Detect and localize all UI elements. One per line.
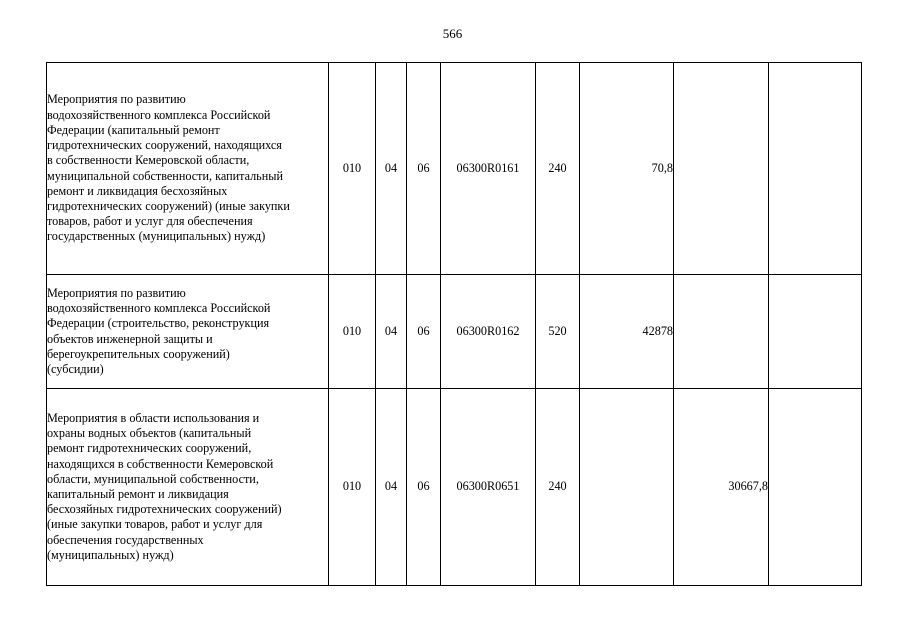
section-cell: 04 xyxy=(376,275,407,389)
name-line: государственных (муниципальных) нужд) xyxy=(47,229,266,244)
target-article-cell: 06300R0161 xyxy=(441,63,536,275)
name-line: гидротехнических сооружений) (иные закупки xyxy=(47,198,290,213)
ministry-code-cell: 010 xyxy=(329,63,376,275)
table-row xyxy=(47,275,862,389)
name-line: (муниципальных) нужд) xyxy=(47,547,174,562)
name-line: берегоукрепительных сооружений) xyxy=(47,346,230,361)
name-line: муниципальной собственности, капитальный xyxy=(47,168,283,183)
row-name-cell xyxy=(47,275,329,389)
name-line: Федерации (строительство, реконструкция xyxy=(47,316,270,331)
row-name-cell xyxy=(47,63,329,275)
name-line: водохозяйственного комплекса Российской xyxy=(47,301,271,316)
name-line: Федерации (капитальный ремонт xyxy=(47,122,220,137)
name-line: ремонт и ликвидация бесхозяйных xyxy=(47,183,228,198)
name-line: объектов инженерной защиты и xyxy=(47,331,213,346)
section-cell: 04 xyxy=(376,389,407,586)
row-name-cell xyxy=(47,389,329,586)
expense-type-cell: 240 xyxy=(536,389,580,586)
sum-cell-1 xyxy=(580,389,674,586)
name-line: бесхозяйных гидротехнических сооружений) xyxy=(47,502,282,517)
name-line: охраны водных объектов (капитальный xyxy=(47,426,252,441)
ministry-code-cell: 010 xyxy=(329,389,376,586)
target-article-cell: 06300R0651 xyxy=(441,389,536,586)
subsection-cell: 06 xyxy=(407,63,441,275)
target-article-cell: 06300R0162 xyxy=(441,275,536,389)
subsection-cell: 06 xyxy=(407,389,441,586)
sum-cell-3 xyxy=(769,389,862,586)
table-row xyxy=(47,63,862,275)
table-row xyxy=(47,389,862,586)
name-line: водохозяйственного комплекса Российской xyxy=(47,107,271,122)
expense-type-cell: 520 xyxy=(536,275,580,389)
sum-cell-3 xyxy=(769,275,862,389)
name-line: находящихся в собственности Кемеровской xyxy=(47,456,274,471)
name-line: гидротехнических сооружений, находящихся xyxy=(47,138,282,153)
sum-cell-2 xyxy=(674,63,769,275)
name-line: товаров, работ и услуг для обеспечения xyxy=(47,214,253,229)
sum-cell-1: 42878 xyxy=(580,275,674,389)
name-line: в собственности Кемеровской области, xyxy=(47,153,250,168)
sum-cell-2 xyxy=(674,275,769,389)
name-line: Мероприятия в области использования и xyxy=(47,410,260,425)
name-line: области, муниципальной собственности, xyxy=(47,471,259,486)
ministry-code-cell: 010 xyxy=(329,275,376,389)
page-number: 566 xyxy=(442,26,463,41)
budget-table xyxy=(46,62,862,586)
name-line: (субсидии) xyxy=(47,361,104,376)
name-line: ремонт гидротехнических сооружений, xyxy=(47,441,252,456)
name-line: (иные закупки товаров, работ и услуг для xyxy=(47,517,263,532)
subsection-cell: 06 xyxy=(407,275,441,389)
name-line: обеспечения государственных xyxy=(47,532,204,547)
expense-type-cell: 240 xyxy=(536,63,580,275)
sum-cell-1: 70,8 xyxy=(580,63,674,275)
sum-cell-2: 30667,8 xyxy=(674,389,769,586)
name-line: Мероприятия по развитию xyxy=(47,285,186,300)
name-line: капитальный ремонт и ликвидация xyxy=(47,487,229,501)
sum-cell-3 xyxy=(769,63,862,275)
name-line: Мероприятия по развитию xyxy=(47,92,186,107)
section-cell: 04 xyxy=(376,63,407,275)
